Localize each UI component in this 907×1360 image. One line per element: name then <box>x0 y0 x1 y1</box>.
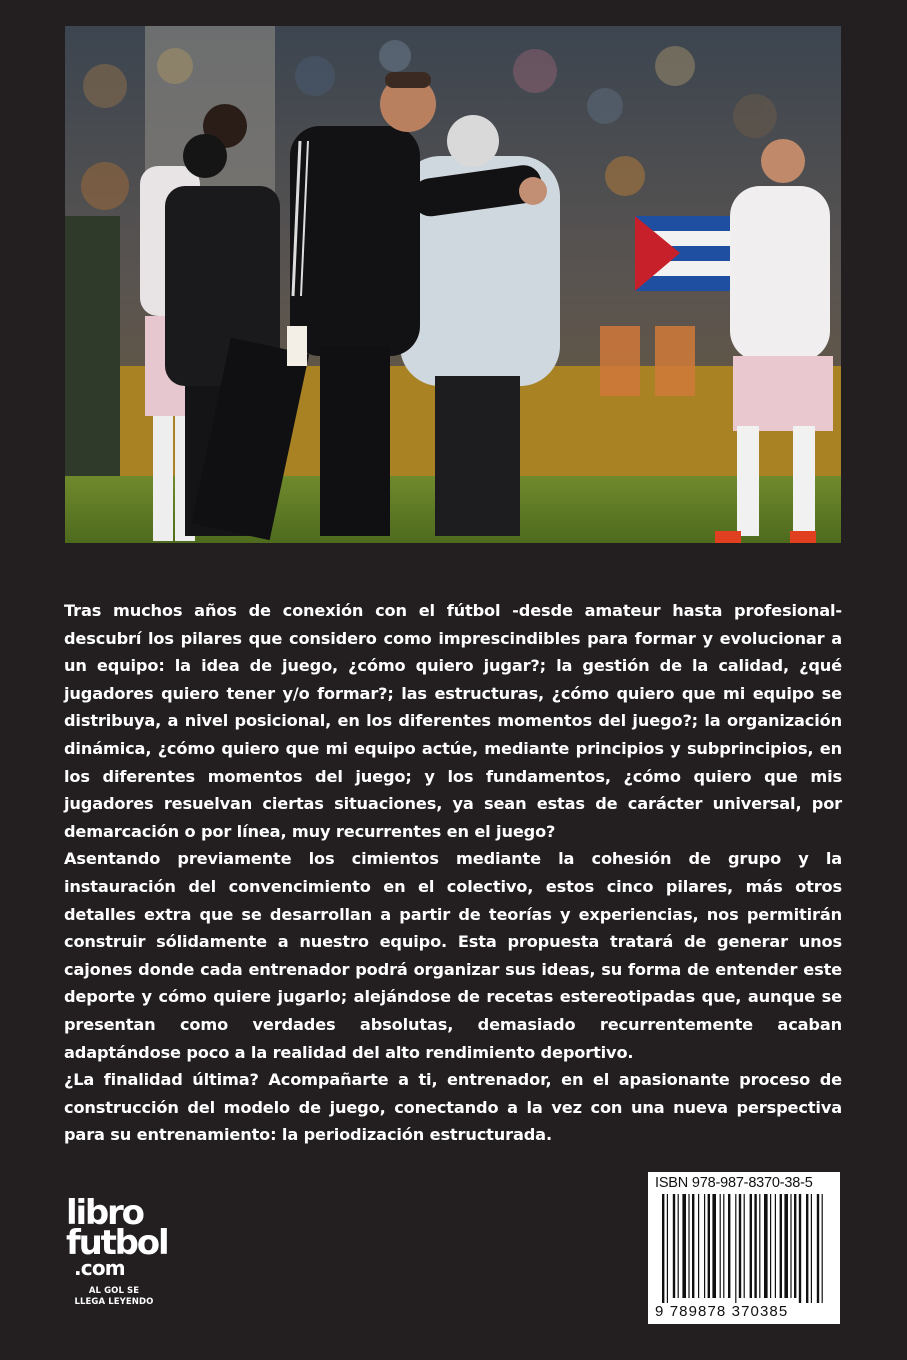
barcode-bar <box>799 1194 801 1304</box>
barcode-bar <box>708 1194 710 1298</box>
barcode-bar <box>712 1194 716 1298</box>
logo-line-com: .com <box>74 1256 125 1280</box>
back-cover-blurb <box>64 597 842 1149</box>
barcode-bar <box>780 1194 782 1298</box>
barcode-bar <box>688 1194 689 1298</box>
barcode-bar <box>806 1194 808 1304</box>
barcode-bar <box>764 1194 768 1298</box>
barcode-bar <box>754 1194 756 1298</box>
barcode-bar <box>811 1194 812 1304</box>
photo-coach-on-sideline <box>65 26 841 543</box>
barcode-bar <box>692 1194 694 1298</box>
barcode-bar <box>678 1194 679 1298</box>
ean-digits: 9 789878 370385 <box>655 1303 837 1320</box>
barcode-bar <box>704 1194 705 1298</box>
barcode-bar <box>720 1194 721 1298</box>
barcode-bar <box>784 1194 788 1298</box>
barcode-bar <box>735 1194 736 1304</box>
barcode-bars <box>656 1194 832 1304</box>
barcode-bar <box>723 1194 724 1298</box>
publisher-logo <box>66 1193 168 1308</box>
isbn-label: ISBN 978-987-8370-38-5 <box>655 1175 813 1191</box>
barcode-bar <box>759 1194 760 1298</box>
logo-line-libro: libro <box>66 1193 143 1233</box>
barcode-bar <box>673 1194 675 1298</box>
barcode-bar <box>662 1194 664 1304</box>
logo-line-futbol: futbol <box>66 1223 168 1263</box>
barcode-bar <box>667 1194 668 1304</box>
cover-photo <box>65 26 841 543</box>
barcode-panel <box>648 1172 840 1324</box>
barcode-bar <box>770 1194 771 1298</box>
blurb-paragraph-1: Tras muchos años de conexión con el fútbol -desde amateur hasta profesional- descubrí los pilares que considero como imprescindibles para formar y evolucionar a un equipo: la idea de juego, ¿cómo quiero jugar?; la gestión de la calidad, ¿qué jugadores quiero tener y/o formar?; las estructuras, ¿cómo quiero que mi equipo se distribuya, a nivel posicional, en los diferentes momentos del juego?; la organización dinámica, ¿cómo quiero que mi equipo actúe, mediante principios y subprincipios, en los diferentes momentos del juego; y los fundamentos, ¿cómo quiero que mis jugadores resuelvan ciertas situaciones, ya sean estas de carácter universal, por demarcación o por línea, muy recurrentes en el juego? <box>64 601 842 841</box>
barcode-bar <box>698 1194 699 1298</box>
blurb-paragraph-3: ¿La finalidad última? Acompañarte a ti, entrenador, en el apasionante proceso de construcción del modelo de juego, conectando a la vez con una nueva perspectiva para su entrenamiento: la periodización estructurada. <box>64 1070 842 1145</box>
barcode-bar <box>790 1194 791 1298</box>
logo-tagline-1: AL GOL SE <box>88 1286 140 1296</box>
logo-tagline-2: LLEGA LEYENDO <box>74 1297 154 1307</box>
barcode-bar <box>775 1194 776 1298</box>
logo-tagline <box>66 1286 162 1308</box>
barcode-bar <box>728 1194 730 1298</box>
blurb-paragraph-2: Asentando previamente los cimientos mediante la cohesión de grupo y la instauración del convencimiento en el colectivo, estos cinco pilares, más otros detalles extra que se desarrollan a partir de teorías y experiencias, nos permitirán construir sólidamente a nuestro equipo. Esta propuesta tratará de generar unos cajones donde cada entrenador podrá organizar sus ideas, su forma de entender este deporte y cómo quiere jugarlo; alejándose de recetas estereotipadas que, aunque se presentan como verdades absolutas, demasiado recurrentemente acaban adaptándose poco a la realidad del alto rendimiento deportivo. <box>64 849 842 1062</box>
barcode-bar <box>739 1194 741 1298</box>
barcode-bar <box>744 1194 745 1298</box>
barcode-bar <box>682 1194 686 1298</box>
barcode-bar <box>750 1194 752 1298</box>
barcode-bar <box>794 1194 796 1298</box>
barcode-bar <box>822 1194 823 1304</box>
barcode-bar <box>817 1194 819 1304</box>
